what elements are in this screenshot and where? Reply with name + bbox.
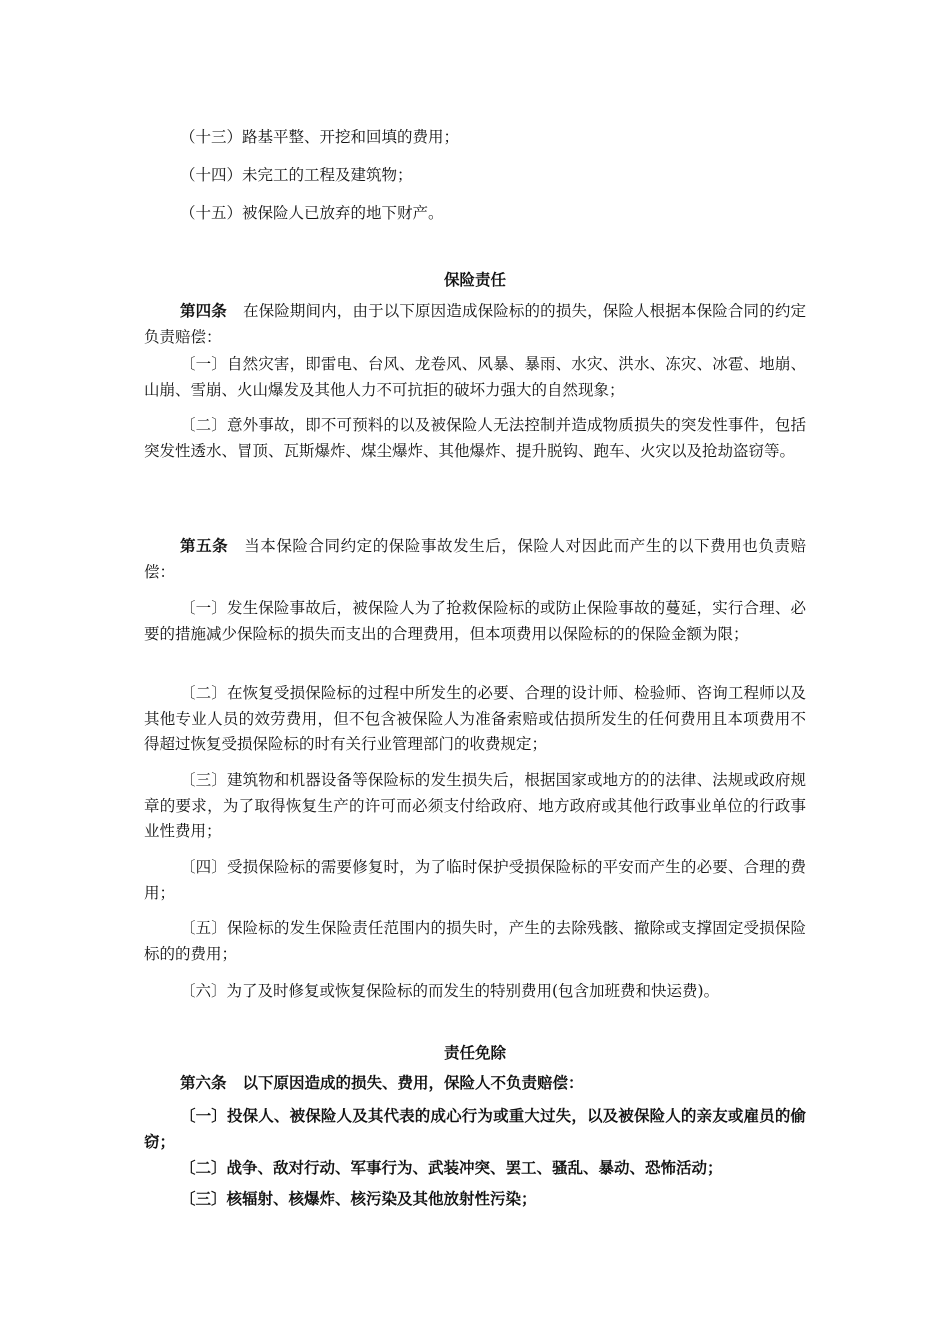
- list-item: 〔二〕在恢复受损保险标的过程中所发生的必要、合理的设计师、检验师、咨询工程师以及其他专业人员的效劳费用，但不包含被保险人为准备索赔或估损所发生的任何费用且本项费用不得超过恢复受损保险标的时有关行业管理部门的收费规定；: [144, 684, 806, 753]
- article-label: 第四条: [180, 301, 227, 320]
- list-item: （十三）路基平整、开挖和回填的费用；: [180, 128, 460, 146]
- list-item: 〔四〕受损保险标的需要修复时，为了临时保护受损保险标的平安而产生的必要、合理的费用；: [144, 858, 806, 902]
- list-item: （十五）被保险人已放弃的地下财产。: [180, 204, 444, 222]
- section-heading-liability: 保险责任: [443, 270, 506, 289]
- list-item: 〔五〕保险标的发生保险责任范围内的损失时，产生的去除残骸、撤除或支撑固定受损保险标的的费用；: [144, 919, 806, 963]
- article-label: 第五条: [180, 536, 229, 555]
- article-text: 以下原因造成的损失、费用，保险人不负责赔偿：: [242, 1073, 584, 1092]
- article-text: 在保险期间内，由于以下原因造成保险标的的损失，保险人根据本保险合同的约定负责赔偿：: [144, 302, 806, 346]
- article-text: 当本保险合同约定的保险事故发生后，保险人对因此而产生的以下费用也负责赔偿：: [144, 537, 806, 581]
- list-item: 〔三〕建筑物和机器设备等保险标的发生损失后，根据国家或地方的的法律、法规或政府规章的要求，为了取得恢复生产的许可而必须支付给政府、地方政府或其他行政事业单位的行政事业性费用；: [144, 771, 806, 840]
- list-item: 〔一〕投保人、被保险人及其代表的成心行为或重大过失，以及被保险人的亲友或雇员的偷窃；: [144, 1106, 806, 1151]
- list-item: （十四）未完工的工程及建筑物；: [180, 166, 413, 184]
- article-5: [144, 533, 806, 585]
- article-4: [144, 298, 806, 350]
- list-item: 〔二〕意外事故，即不可预料的以及被保险人无法控制并造成物质损失的突发性事件，包括突发性透水、冒顶、瓦斯爆炸、煤尘爆炸、其他爆炸、提升脱钩、跑车、火灾以及抢劫盗窃等。: [144, 416, 806, 460]
- article-label: 第六条: [180, 1073, 227, 1092]
- list-item: 〔二〕战争、敌对行动、军事行为、武装冲突、罢工、骚乱、暴动、恐怖活动；: [180, 1158, 723, 1177]
- list-item: 〔一〕发生保险事故后，被保险人为了抢救保险标的或防止保险事故的蔓延，实行合理、必要的措施减少保险标的损失而支出的合理费用，但本项费用以保险标的的保险金额为限；: [144, 599, 806, 643]
- article-6: [144, 1070, 806, 1096]
- list-item: 〔一〕自然灾害，即雷电、台风、龙卷风、风暴、暴雨、水灾、洪水、冻灾、冰雹、地崩、山崩、雪崩、火山爆发及其他人力不可抗拒的破坏力强大的自然现象；: [144, 355, 806, 399]
- list-item: 〔三〕核辐射、核爆炸、核污染及其他放射性污染；: [180, 1189, 537, 1208]
- list-item: 〔六〕为了及时修复或恢复保险标的而发生的特别费用(包含加班费和快运费)。: [180, 982, 720, 1000]
- section-heading-exclusions: 责任免除: [443, 1043, 506, 1062]
